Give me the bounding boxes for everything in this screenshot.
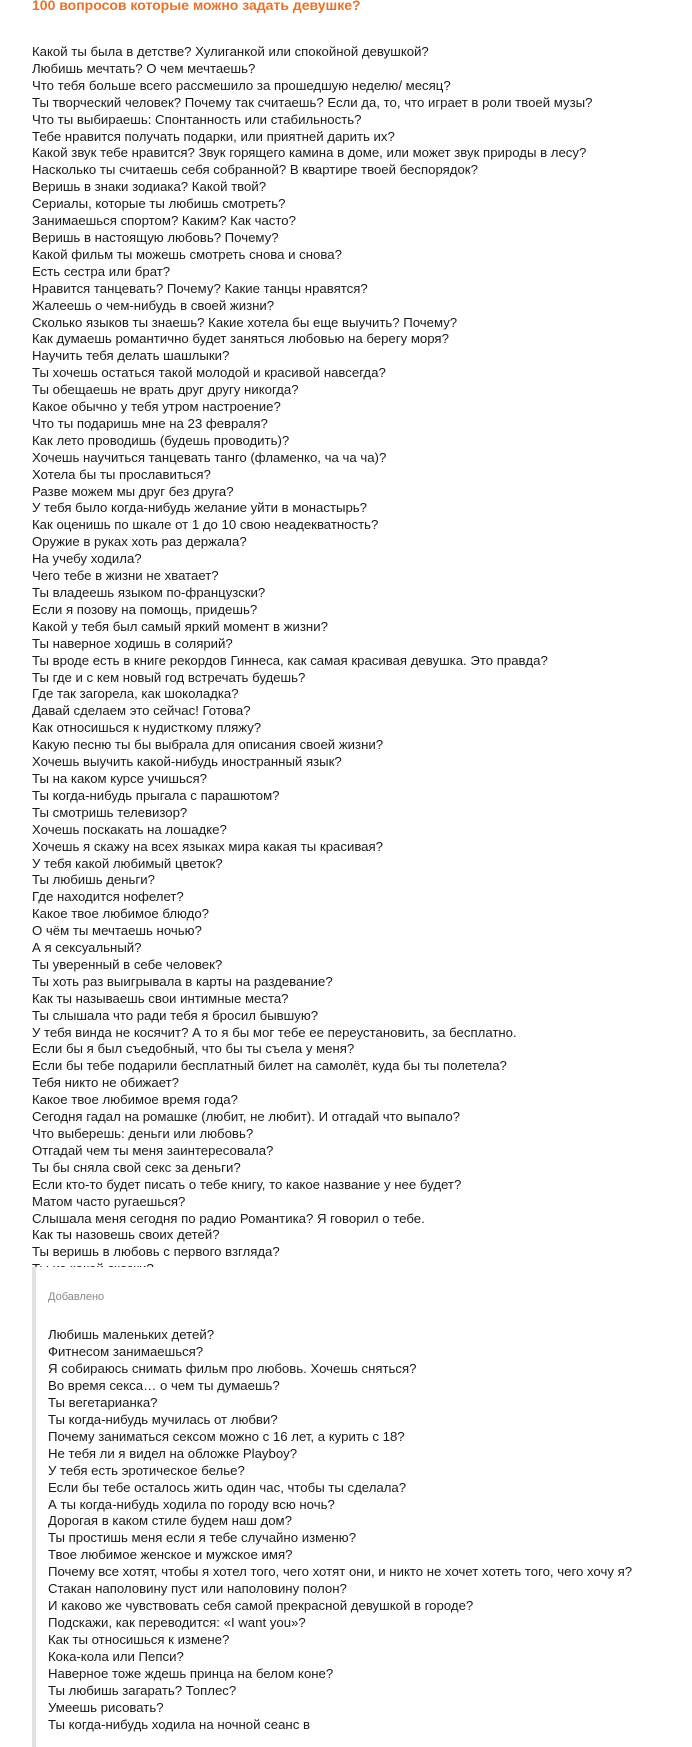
- question-item: Насколько ты считаешь себя собранной? В квартире твоей беспорядок?: [32, 162, 478, 178]
- question-item: Любишь мечтать? О чем мечтаешь?: [32, 60, 256, 76]
- question-item: Веришь в знаки зодиака? Какой твой?: [32, 179, 267, 195]
- question-item: Занимаешься спортом? Каким? Как часто?: [32, 213, 296, 229]
- question-item: Ты веришь в любовь с первого взгляда?: [32, 1244, 280, 1260]
- question-item: Как ты назовешь своих детей?: [32, 1227, 220, 1243]
- question-item: Ты на каком курсе учишься?: [32, 770, 207, 786]
- question-item: Как относишься к нудисткому пляжу?: [32, 720, 262, 736]
- question-item: Почему все хотят, чтобы я хотел того, чего хотят они, и никто не хочет хотеть того, чего хочу я?: [48, 1564, 633, 1580]
- question-item: Какое твое любимое блюдо?: [32, 906, 210, 922]
- question-item: У тебя винда не косячит? А то я бы мог тебе ее переустановить, за бесплатно.: [32, 1024, 517, 1040]
- question-item: Тебе нравится получать подарки, или приятней дарить их?: [32, 128, 395, 144]
- question-item: Как ты называешь свои интимные места?: [32, 990, 289, 1006]
- question-item: Ты где и с кем новый год встречать будешь?: [32, 669, 306, 685]
- question-item: Тебя никто не обижает?: [32, 1075, 179, 1091]
- question-item: Ты бы сняла свой секс за деньги?: [32, 1159, 241, 1175]
- question-item: Ты вегетарианка?: [48, 1394, 158, 1410]
- question-item: Какой фильм ты можешь смотреть снова и снова?: [32, 246, 342, 262]
- question-item: Чего тебе в жизни не хватает?: [32, 568, 219, 584]
- question-item: Твое любимое женское и мужское имя?: [48, 1547, 293, 1563]
- question-item: Нравится танцевать? Почему? Какие танцы нравятся?: [32, 280, 368, 296]
- question-item: Ты когда-нибудь ходила на ночной сеанс в: [48, 1716, 310, 1732]
- question-item: Наверное тоже ждешь принца на белом коне?: [48, 1666, 334, 1682]
- question-item: Ты простишь меня если я тебе случайно изменю?: [48, 1530, 357, 1546]
- question-item: Какое твое любимое время года?: [32, 1092, 238, 1108]
- question-item: Где так загорела, как шоколадка?: [32, 686, 239, 702]
- question-item: Как лето проводишь (будешь проводить)?: [32, 432, 290, 448]
- added-label: Добавлено: [48, 1291, 105, 1303]
- question-item: Сегодня гадал на ромашке (любит, не любит). И отгадай что выпало?: [32, 1109, 461, 1125]
- question-item: Ты смотришь телевизор?: [32, 804, 188, 820]
- question-item: Научить тебя делать шашлыки?: [32, 348, 230, 364]
- question-item: Ты слышала что ради тебя я бросил бывшую?: [32, 1007, 319, 1023]
- question-item: Что тебя больше всего рассмешило за прошедшую неделю/ месяц?: [32, 77, 451, 93]
- question-item: Ты когда-нибудь мучилась от любви?: [48, 1411, 278, 1427]
- question-item: Ты любишь загарать? Топлес?: [48, 1683, 237, 1699]
- question-item: Как оценишь по шкале от 1 до 10 свою неадекватность?: [32, 517, 379, 533]
- question-item: Давай сделаем это сейчас! Готова?: [32, 703, 251, 719]
- question-item: И каково же чувствовать себя самой прекрасной девушкой в городе?: [48, 1598, 474, 1614]
- questions-list: [32, 44, 592, 1278]
- question-item: Почему заниматься сексом можно с 16 лет, а курить с 18?: [48, 1428, 405, 1444]
- question-item: Какой у тебя был самый яркий момент в жизни?: [32, 618, 328, 634]
- question-item: Матом часто ругаешься?: [32, 1193, 186, 1209]
- question-item: У тебя есть эротическое белье?: [48, 1462, 245, 1478]
- question-item: Ты обещаешь не врать друг другу никогда?: [32, 382, 299, 398]
- question-item: Если бы тебе осталось жить один час, чтобы ты сделала?: [48, 1479, 407, 1495]
- question-item: Хотела бы ты прославиться?: [32, 466, 211, 482]
- question-item: Хочешь научиться танцевать танго (фламенко, ча ча ча)?: [32, 449, 387, 465]
- added-questions-list: [48, 1327, 632, 1734]
- question-item: Где находится нофелет?: [32, 889, 184, 905]
- question-item: Какой ты была в детстве? Хулиганкой или спокойной девушкой?: [32, 44, 429, 59]
- question-item: Хочешь выучить какой-нибудь иностранный язык?: [32, 754, 342, 770]
- question-item: Во время секса… о чем ты думаешь?: [48, 1377, 280, 1393]
- question-item: Стакан наполовину пуст или наполовину полон?: [48, 1581, 347, 1597]
- question-item: А я сексуальный?: [32, 940, 142, 956]
- question-item: Дорогая в каком стиле будем наш дом?: [48, 1513, 292, 1529]
- question-item: Сколько языков ты знаешь? Какие хотела бы еще выучить? Почему?: [32, 314, 458, 330]
- page-title: 100 вопросов которые можно задать девушке?: [32, 0, 361, 13]
- question-item: Как ты относишься к измене?: [48, 1632, 230, 1648]
- question-item: Если кто-то будет писать о тебе книгу, то какое название у нее будет?: [32, 1176, 462, 1192]
- question-item: Ты вроде есть в книге рекордов Гиннеса, как самая красивая девушка. Это правда?: [32, 652, 548, 668]
- question-item: Есть сестра или брат?: [32, 263, 171, 279]
- question-item: Любишь маленьких детей?: [48, 1327, 215, 1342]
- question-item: Умеешь рисовать?: [48, 1699, 164, 1715]
- question-item: Если я позову на помощь, придешь?: [32, 601, 258, 617]
- question-item: Сериалы, которые ты любишь смотреть?: [32, 196, 286, 212]
- question-item: Хочешь поскакать на лошадке?: [32, 821, 227, 837]
- question-item: Что ты выбираешь: Спонтанность или стабильность?: [32, 111, 362, 127]
- question-item: Если бы я был съедобный, что бы ты съела у меня?: [32, 1041, 355, 1057]
- question-item: Веришь в настоящую любовь? Почему?: [32, 229, 279, 245]
- question-item: Ты владеешь языком по-французски?: [32, 585, 266, 600]
- question-item: Ты уверенный в себе человек?: [32, 956, 223, 972]
- question-item: Разве можем мы друг без друга?: [32, 483, 234, 499]
- question-item: Что выберешь: деньги или любовь?: [32, 1126, 254, 1141]
- question-item: Какое обычно у тебя утром настроение?: [32, 399, 281, 415]
- question-item: У тебя какой любимый цветок?: [32, 855, 223, 871]
- question-item: Ты когда-нибудь прыгала с парашютом?: [32, 787, 280, 803]
- question-item: У тебя было когда-нибудь желание уйти в монастырь?: [32, 500, 368, 516]
- question-item: Кока-кола или Пепси?: [48, 1649, 184, 1665]
- question-item: Если бы тебе подарили бесплатный билет на самолёт, куда бы ты полетела?: [32, 1058, 507, 1074]
- question-item: На учебу ходила?: [32, 551, 142, 567]
- question-item: Ты хоть раз выигрывала в карты на раздевание?: [32, 973, 333, 989]
- question-item: Подскажи, как переводится: «I want you»?: [48, 1615, 306, 1631]
- question-item: Хочешь я скажу на всех языках мира какая ты красивая?: [32, 838, 383, 854]
- question-item: А ты когда-нибудь ходила по городу всю ночь?: [48, 1496, 335, 1512]
- question-item: Жалеешь о чем-нибудь в своей жизни?: [32, 297, 275, 313]
- question-item: Слышала меня сегодня по радио Романтика? Я говорил о тебе.: [32, 1210, 425, 1226]
- added-quote-block: [32, 1267, 686, 1747]
- question-item: О чём ты мечтаешь ночью?: [32, 923, 202, 939]
- question-item: Ты наверное ходишь в солярий?: [32, 635, 233, 651]
- question-item: Я собираюсь снимать фильм про любовь. Хочешь сняться?: [48, 1360, 417, 1376]
- question-item: Какую песню ты бы выбрала для описания своей жизни?: [32, 737, 384, 753]
- question-item: Ты любишь деньги?: [32, 872, 155, 888]
- question-item: Фитнесом занимаешься?: [48, 1343, 204, 1359]
- question-item: Оружие в руках хоть раз держала?: [32, 534, 247, 550]
- question-item: Не тебя ли я видел на обложке Playboy?: [48, 1445, 298, 1461]
- question-item: Как думаешь романтично будет заняться любовью на берегу моря?: [32, 331, 449, 347]
- question-item: Что ты подаришь мне на 23 февраля?: [32, 415, 268, 431]
- question-item: Ты творческий человек? Почему так считаешь? Если да, то, что играет в роли твоей музы?: [32, 94, 593, 110]
- question-item: Отгадай чем ты меня заинтересовала?: [32, 1142, 274, 1158]
- question-item: Какой звук тебе нравится? Звук горящего камина в доме, или может звук природы в лесу?: [32, 145, 587, 161]
- question-item: Ты хочешь остаться такой молодой и красивой навсегда?: [32, 365, 386, 381]
